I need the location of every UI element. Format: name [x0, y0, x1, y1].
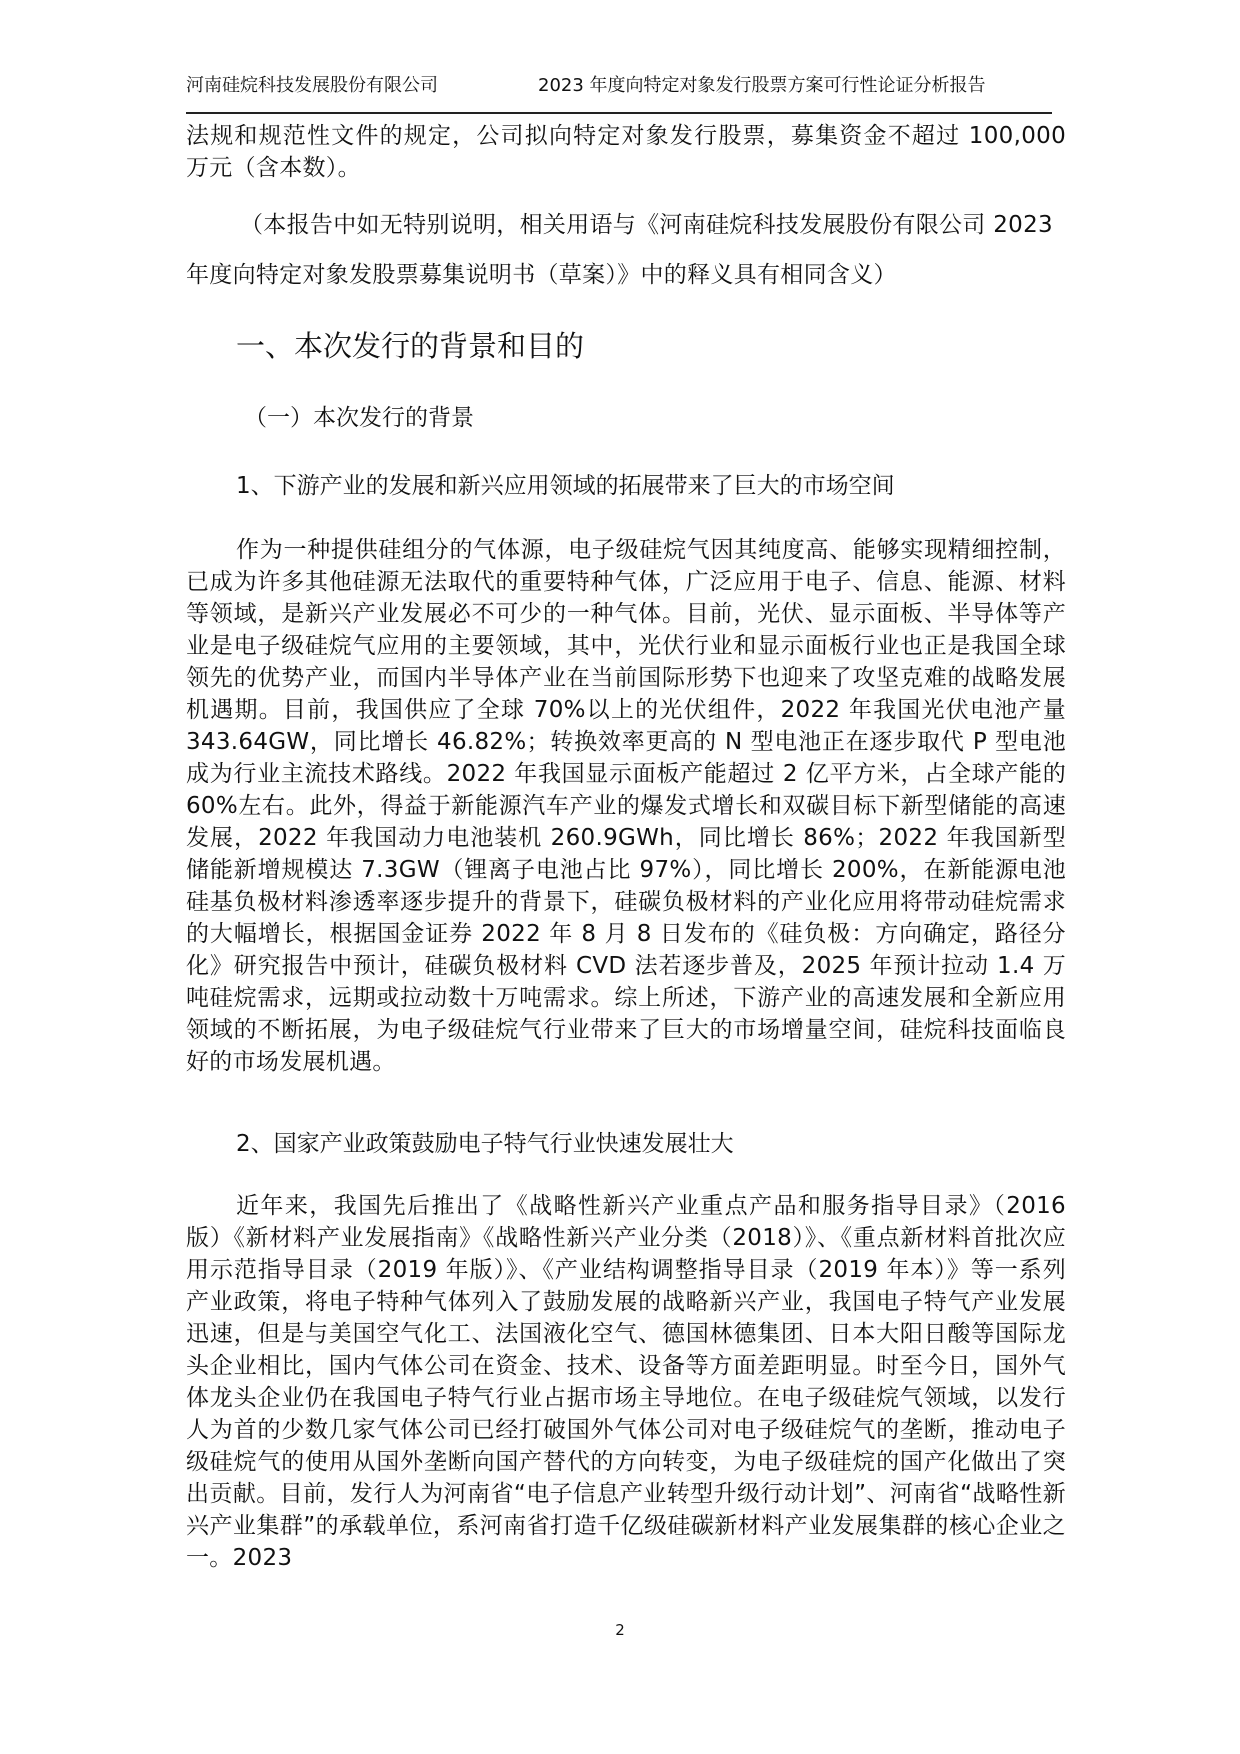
paragraph-item-2: 近年来，我国先后推出了《战略性新兴产业重点产品和服务指导目录》（2016 版）《新材料产业发展指南》《战略性新兴产业分类（2018）》、《重点新材料首批次应用示范指导目录（2019 年版）》、《产业结构调整指导目录（2019 年本）》等一系列产业政策，将电子特种气体列入了鼓励发展的战略新兴产业，我国电子特气产业发展迅速，但是与美国空气化工、法国液化空气、德国林德集团、日本大阳日酸等国际龙头企业相比，国内气体公司在资金、技术、设备等方面差距明显。时至今日，国外气体龙头企业仍在我国电子特气行业占据市场主导地位。在电子级硅烷气领域，以发行人为首的少数几家气体公司已经打破国外气体公司对电子级硅烷气的垄断，推动电子级硅烷气的使用从国外垄断向国产替代的方向转变，为电子级硅烷的国产化做出了突出贡献。目前，发行人为河南省“电子信息产业转型升级行动计划”、河南省“战略性新兴产业集群”的承载单位，系河南省打造千亿级硅碳新材料产业发展集群的核心企业之一。2023 — [186, 1193, 1066, 1571]
paragraph-note: （本报告中如无特别说明，相关用语与《河南硅烷科技发展股份有限公司 2023 年度向特定对象发股票募集说明书（草案）》中的释义具有相同含义） — [186, 212, 1053, 288]
subsection-heading: （一）本次发行的背景 — [244, 405, 474, 431]
paragraph-intro: 法规和规范性文件的规定，公司拟向特定对象发行股票，募集资金不超过 100,000 万元（含本数）。 — [186, 123, 1066, 181]
page-number: 2 — [615, 1621, 625, 1639]
section-heading: 一、本次发行的背景和目的 — [236, 329, 585, 363]
item-heading-2: 2、国家产业政策鼓励电子特气行业快速发展壮大 — [236, 1131, 734, 1157]
paragraph-item-1: 作为一种提供硅组分的气体源，电子级硅烷气因其纯度高、能够实现精细控制，已成为许多其他硅源无法取代的重要特种气体，广泛应用于电子、信息、能源、材料等领域，是新兴产业发展必不可少的一种气体。目前，光伏、显示面板、半导体等产业是电子级硅烷气应用的主要领域，其中，光伏行业和显示面板行业也正是我国全球领先的优势产业，而国内半导体产业在当前国际形势下也迎来了攻坚克难的战略发展机遇期。目前，我国供应了全球 70%以上的光伏组件，2022 年我国光伏电池产量 343.64GW，同比增长 46.82%；转换效率更高的 N 型电池正在逐步取代 P 型电池成为行业主流技术路线。2022 年我国显示面板产能超过 2 亿平方米，占全球产能的 60%左右。此外，得益于新能源汽车产业的爆发式增长和双碳目标下新型储能的高速发展，2022 年我国动力电池装机 260.9GWh，同比增长 86%；2022 年我国新型储能新增规模达 7.3GW（锂离子电池占比 97%），同比增长 200%，在新能源电池硅基负极材料渗透率逐步提升的背景下，硅碳负极材料的产业化应用将带动硅烷需求的大幅增长，根据国金证券 2022 年 8 月 8 日发布的《硅负极：方向确定，路径分化》研究报告中预计，硅碳负极材料 CVD 法若逐步普及，2025 年预计拉动 1.4 万吨硅烷需求，远期或拉动数十万吨需求。综上所述，下游产业的高速发展和全新应用领域的不断拓展，为电子级硅烷气行业带来了巨大的市场增量空间，硅烷科技面临良好的市场发展机遇。 — [186, 537, 1066, 1075]
item-heading-1: 1、下游产业的发展和新兴应用领域的拓展带来了巨大的市场空间 — [236, 473, 895, 499]
header-divider — [186, 112, 1052, 114]
header-document-title: 2023 年度向特定对象发行股票方案可行性论证分析报告 — [538, 75, 986, 96]
header-company-name: 河南硅烷科技发展股份有限公司 — [186, 75, 438, 96]
